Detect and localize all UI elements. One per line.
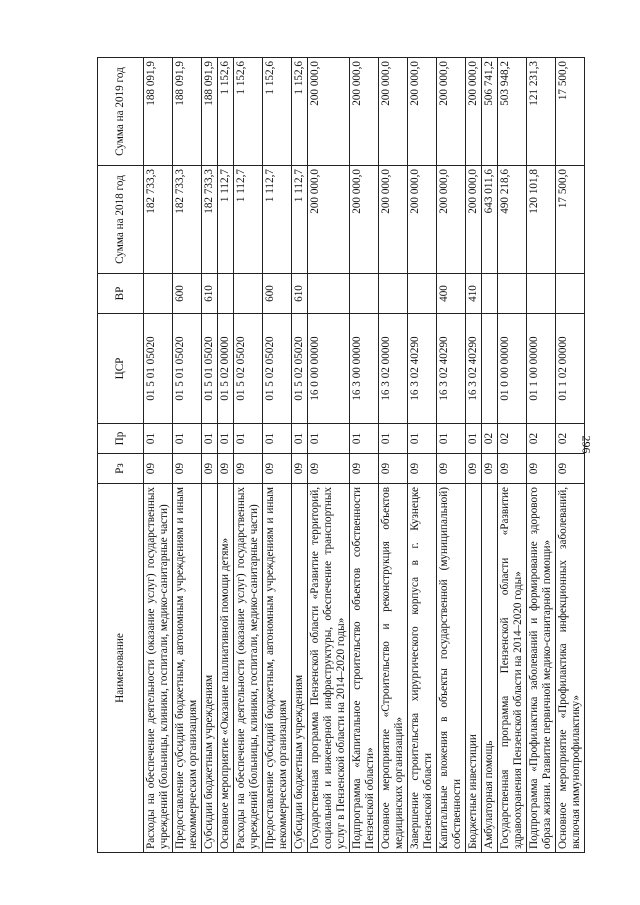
row-rz: 09 [349,454,378,484]
row-pr: 02 [497,424,526,454]
row-sum-2019: 1 152,6 [233,58,262,166]
budget-table [97,57,585,853]
header-sum-2018: Сумма на 2018 год [98,166,144,274]
row-pr: 01 [144,424,173,454]
header-pr: Пр [98,424,144,454]
row-rz: 09 [172,454,201,484]
row-sum-2018: 120 101,8 [526,166,555,274]
table-row [526,58,555,853]
row-vr: 600 [262,274,291,314]
row-sum-2019: 200 000,0 [307,58,349,166]
row-csr: 16 0 00 00000 [307,314,349,424]
row-name: Основное мероприятие «Профилактика инфекционных заболеваний, включая иммунопрофилактику» [555,484,584,853]
row-name: Подпрограмма «Капитальное строительство объектов собственности Пензенской области» [349,484,378,853]
row-rz: 09 [465,454,481,484]
row-name: Завершение строительства хирургического корпуса в г. Кузнецке Пензенской области [407,484,436,853]
row-vr [307,274,349,314]
row-vr [497,274,526,314]
row-rz: 09 [497,454,526,484]
row-rz: 09 [481,454,497,484]
row-sum-2019: 200 000,0 [436,58,465,166]
row-csr: 01 5 02 05020 [262,314,291,424]
row-csr: 16 3 02 40290 [407,314,436,424]
row-name: Амбулаторная помощь [481,484,497,853]
rotated-page-content [97,58,609,853]
row-csr: 01 5 02 00000 [217,314,233,424]
row-sum-2019: 188 091,9 [201,58,217,166]
table-row [555,58,584,853]
row-vr: 600 [172,274,201,314]
table-row [291,58,307,853]
row-sum-2018: 200 000,0 [436,166,465,274]
row-csr: 01 1 02 00000 [555,314,584,424]
table-row [465,58,481,853]
row-sum-2018: 200 000,0 [378,166,407,274]
header-name: Наименование [98,484,144,853]
row-csr: 01 5 01 05020 [144,314,173,424]
row-sum-2019: 121 231,3 [526,58,555,166]
page-number: 296 [579,435,594,454]
row-vr [144,274,173,314]
row-sum-2019: 188 091,9 [144,58,173,166]
row-sum-2018: 1 112,7 [217,166,233,274]
row-sum-2018: 200 000,0 [407,166,436,274]
row-sum-2019: 200 000,0 [378,58,407,166]
row-vr [481,274,497,314]
row-csr: 01 5 01 05020 [172,314,201,424]
table-body [144,58,585,853]
row-sum-2019: 200 000,0 [407,58,436,166]
row-rz: 09 [378,454,407,484]
row-sum-2019: 1 152,6 [291,58,307,166]
row-csr: 01 0 00 00000 [497,314,526,424]
row-pr: 01 [465,424,481,454]
row-sum-2018: 1 112,7 [262,166,291,274]
row-sum-2018: 490 218,6 [497,166,526,274]
row-pr: 01 [201,424,217,454]
row-vr [217,274,233,314]
table-row [407,58,436,853]
row-pr: 02 [526,424,555,454]
row-vr: 610 [201,274,217,314]
header-vr: ВР [98,274,144,314]
table-row [436,58,465,853]
row-name: Основное мероприятие «Строительство и реконструкция объектов медицинских организаций» [378,484,407,853]
row-pr: 01 [349,424,378,454]
row-rz: 09 [436,454,465,484]
table-header-row [98,58,144,853]
table-row [144,58,173,853]
table-row [481,58,497,853]
row-pr: 01 [291,424,307,454]
row-name: Государственная программа Пензенской области «Развитие территорий, социальной и инженерной инфраструктуры, обеспечение транспортных услуг в Пензенской области на 2014–2020 годы» [307,484,349,853]
row-rz: 09 [262,454,291,484]
table-row [497,58,526,853]
row-pr: 02 [481,424,497,454]
row-csr: 01 5 01 05020 [201,314,217,424]
table-row [217,58,233,853]
row-name: Бюджетные инвестиции [465,484,481,853]
row-sum-2019: 188 091,9 [172,58,201,166]
row-name: Субсидии бюджетным учреждениям [291,484,307,853]
row-rz: 09 [526,454,555,484]
row-name: Субсидии бюджетным учреждениям [201,484,217,853]
row-vr [349,274,378,314]
table-row [262,58,291,853]
row-sum-2018: 17 500,0 [555,166,584,274]
row-sum-2018: 182 733,3 [201,166,217,274]
row-rz: 09 [555,454,584,484]
row-pr: 01 [172,424,201,454]
row-vr: 410 [465,274,481,314]
row-rz: 09 [217,454,233,484]
row-name: Расходы на обеспечение деятельности (оказание услуг) государственных учреждений (больницы, клиники, госпитали, медико-санитарные части) [144,484,173,853]
table-row [201,58,217,853]
row-pr: 01 [217,424,233,454]
row-csr [481,314,497,424]
row-sum-2018: 200 000,0 [307,166,349,274]
row-sum-2019: 1 152,6 [217,58,233,166]
row-name: Предоставление субсидий бюджетным, автономным учреждениям и иным некоммерческим организациям [172,484,201,853]
row-sum-2019: 17 500,0 [555,58,584,166]
row-sum-2018: 1 112,7 [291,166,307,274]
row-sum-2018: 1 112,7 [233,166,262,274]
row-vr [407,274,436,314]
row-csr: 01 5 02 05020 [233,314,262,424]
header-rz: Рз [98,454,144,484]
row-name: Расходы на обеспечение деятельности (оказание услуг) государственных учреждений (больницы, клиники, госпитали, медико-санитарные части) [233,484,262,853]
header-sum-2019: Сумма на 2019 год [98,58,144,166]
row-rz: 09 [144,454,173,484]
row-vr [233,274,262,314]
row-pr: 02 [555,424,584,454]
row-sum-2018: 182 733,3 [144,166,173,274]
row-sum-2018: 200 000,0 [465,166,481,274]
row-sum-2019: 200 000,0 [349,58,378,166]
row-rz: 09 [307,454,349,484]
table-row [307,58,349,853]
row-pr: 01 [307,424,349,454]
table-row [233,58,262,853]
row-sum-2018: 182 733,3 [172,166,201,274]
row-csr: 16 3 02 00000 [378,314,407,424]
row-vr [555,274,584,314]
row-rz: 09 [407,454,436,484]
row-rz: 09 [291,454,307,484]
row-csr: 16 3 02 40290 [465,314,481,424]
row-vr [526,274,555,314]
row-pr: 01 [233,424,262,454]
row-csr: 01 5 02 05020 [291,314,307,424]
row-csr: 01 1 00 00000 [526,314,555,424]
table-row [349,58,378,853]
row-sum-2019: 503 948,2 [497,58,526,166]
row-csr: 16 3 00 00000 [349,314,378,424]
row-name: Основное мероприятие «Оказание паллиативной помощи детям» [217,484,233,853]
row-pr: 01 [407,424,436,454]
row-vr: 400 [436,274,465,314]
row-sum-2018: 643 011,6 [481,166,497,274]
row-sum-2019: 1 152,6 [262,58,291,166]
table-row [378,58,407,853]
row-sum-2019: 200 000,0 [465,58,481,166]
row-pr: 01 [262,424,291,454]
row-vr [378,274,407,314]
row-name: Государственная программа Пензенской области «Развитие здравоохранения Пензенской области на 2014–2020 годы» [497,484,526,853]
row-rz: 09 [201,454,217,484]
row-sum-2019: 506 741,2 [481,58,497,166]
row-pr: 01 [378,424,407,454]
row-name: Предоставление субсидий бюджетным, автономным учреждениям и иным некоммерческим организациям [262,484,291,853]
table-row [172,58,201,853]
row-csr: 16 3 02 40290 [436,314,465,424]
row-name: Капитальные вложения в объекты государственной (муниципальной) собственности [436,484,465,853]
row-rz: 09 [233,454,262,484]
row-sum-2018: 200 000,0 [349,166,378,274]
row-vr: 610 [291,274,307,314]
row-pr: 01 [436,424,465,454]
header-csr: ЦСР [98,314,144,424]
row-name: Подпрограмма «Профилактика заболеваний и формирование здорового образа жизни. Развитие первичной медико-санитарной помощи» [526,484,555,853]
